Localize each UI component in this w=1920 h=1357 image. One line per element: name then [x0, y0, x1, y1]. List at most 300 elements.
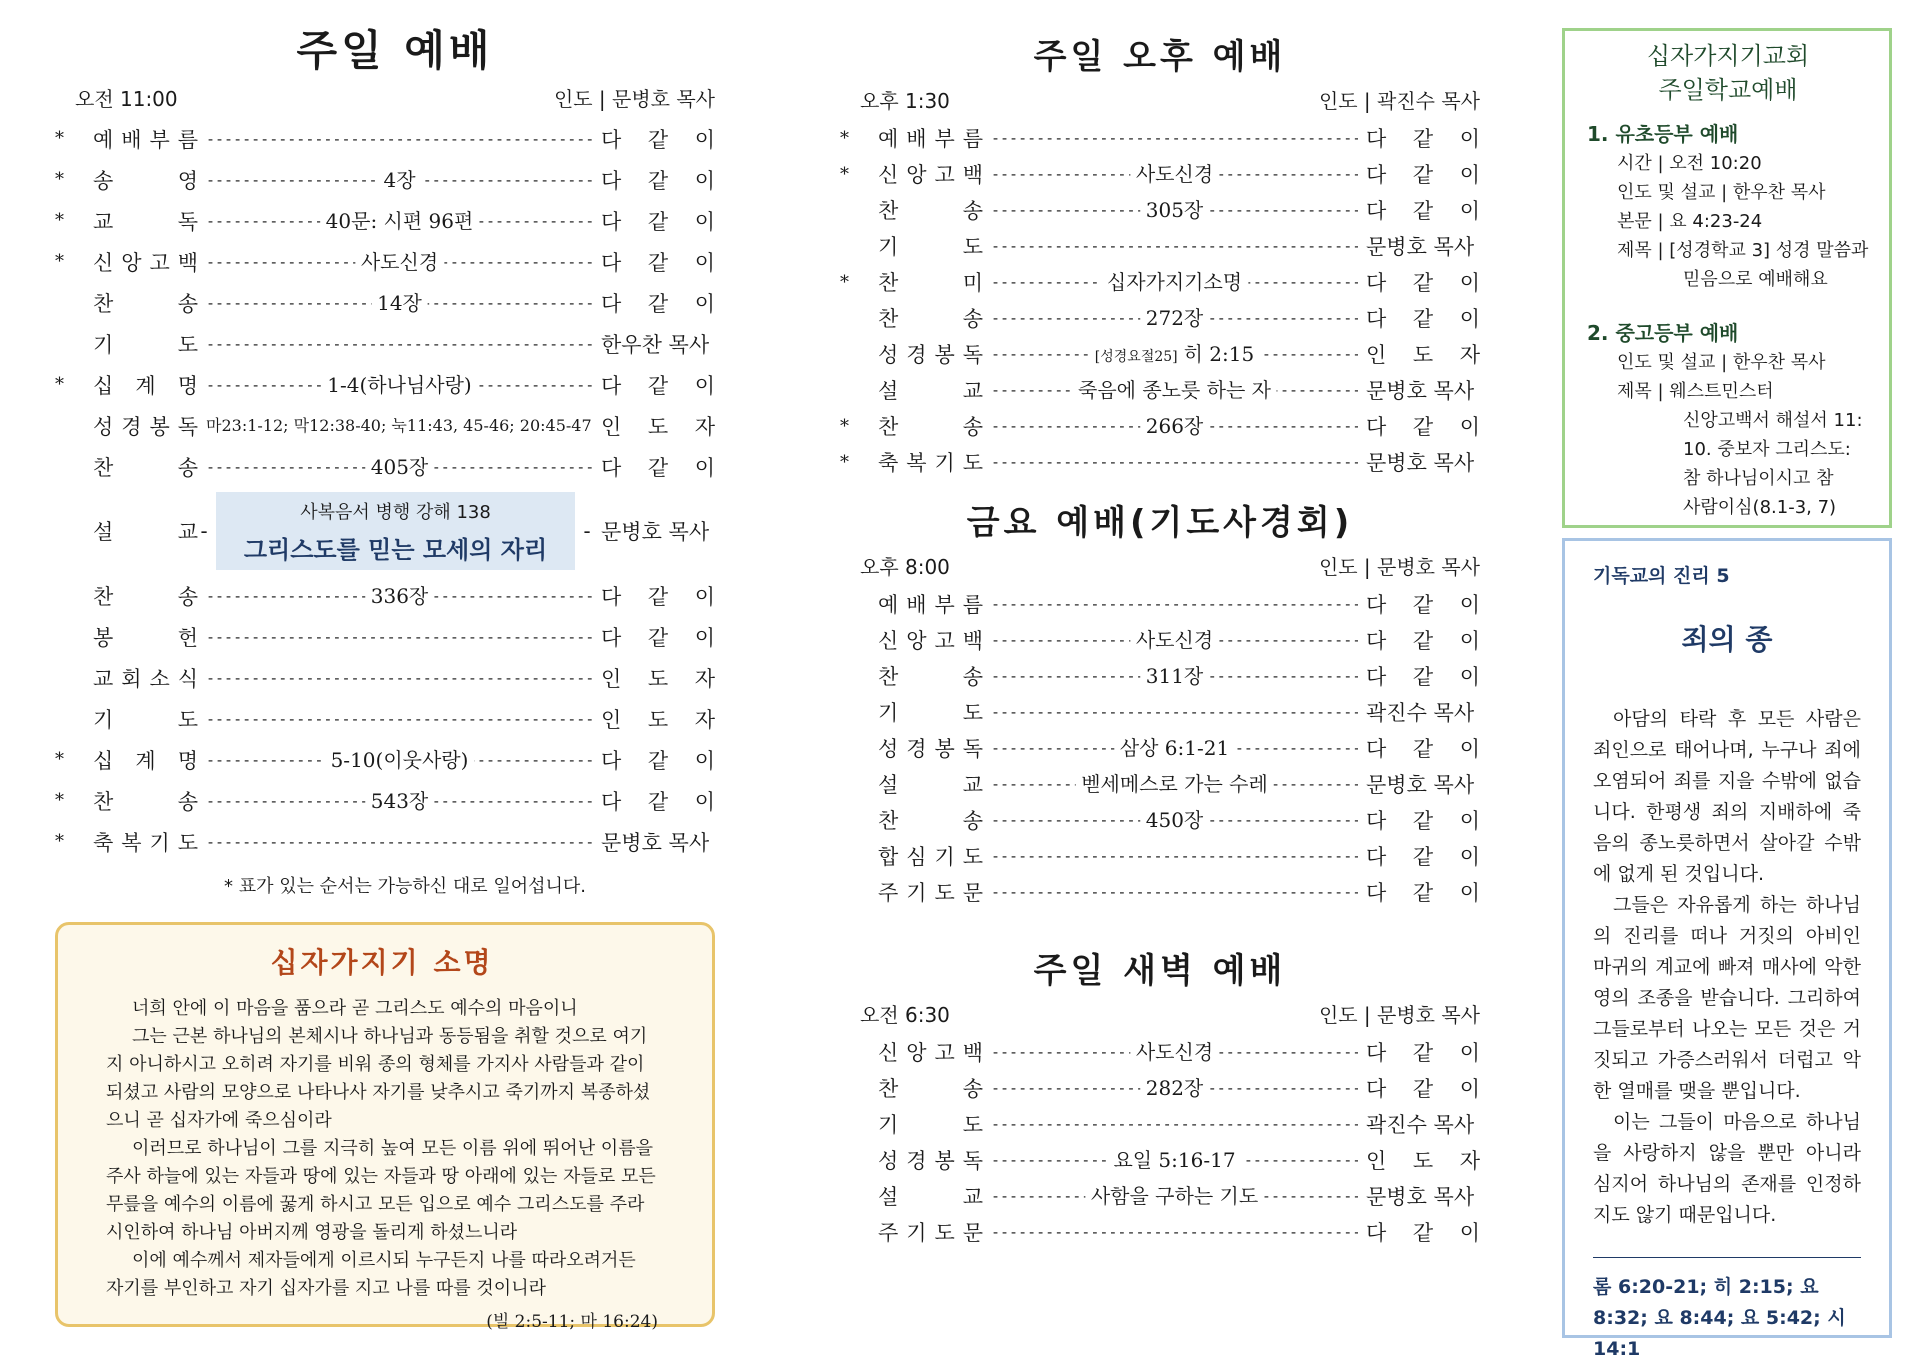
sermon-series: 사복음서 병행 강해 138: [300, 501, 491, 523]
order-content: [991, 1074, 1358, 1102]
order-label-char: 송: [177, 455, 198, 480]
order-label-char: 주: [878, 1221, 899, 1245]
order-label-char: 고: [934, 629, 955, 653]
mission-reference: (빌 2:5-11; 마 16:24): [486, 1312, 658, 1332]
order-who-char: 다: [601, 625, 622, 650]
order-who-char: 도: [647, 666, 669, 691]
order-label: [878, 1145, 983, 1175]
friday-service-title: 금요 예배(기도사경회): [966, 503, 1354, 543]
school-line: 제목 | 웨스트민스터: [1617, 381, 1774, 402]
order-row: [55, 200, 715, 241]
order-who-char: 다: [1366, 845, 1387, 869]
order-row: [840, 1070, 1480, 1106]
order-row: [840, 658, 1480, 694]
order-label-char: 부: [934, 593, 955, 617]
order-label: [93, 247, 198, 277]
order-who: [1366, 625, 1480, 655]
order-who-char: 같: [1412, 593, 1434, 617]
order-row: [840, 838, 1480, 874]
order-who: 문병호 목사: [601, 520, 710, 544]
order-row: [840, 802, 1480, 838]
order-who-char: 이: [694, 584, 715, 609]
order-who-char: 같: [1412, 415, 1434, 439]
order-label: [93, 745, 198, 775]
order-who-char: 다: [601, 455, 622, 480]
order-content-text: ----- 40문: 시편 96편: [320, 207, 480, 235]
order-label-char: 심: [906, 845, 927, 869]
order-who: [1366, 661, 1480, 691]
order-who-char: 이: [694, 209, 715, 234]
truth-paragraph: 아담의 타락 후 모든 사람은 죄인으로 태어나며, 누구나 죄에 오염되어 죄를 지을 수밖에 없습니다. 한평생 죄의 지배하에 죽음의 종노릇하면서 살아갈 수밖에 없게 된 것입니다.: [1593, 708, 1861, 885]
order-label-char: 름: [177, 127, 198, 152]
mission-paragraph: 그는 근본 하나님의 본체시나 하나님과 동등됨을 취할 것으로 여기지 아니하시고 오히려 자기를 비워 종의 형체를 가지사 사람들과 같이 되셨고 사람의 모양으로 나타나사 자기를 낮추시고 죽기까지 복종하셨으니 곧 십자가에 죽으심이라: [106, 1026, 651, 1131]
order-label-char: 름: [962, 593, 983, 617]
order-content: [206, 664, 593, 692]
order-who-char: 다: [1366, 809, 1387, 833]
order-label-char: 교: [177, 520, 198, 544]
afternoon-service-title: 주일 오후 예배: [1033, 37, 1287, 77]
order-row: [55, 118, 715, 159]
order-who-char: 이: [694, 748, 715, 773]
mission-title: 십자가지기 소명: [270, 946, 494, 979]
standing-mark: *: [55, 749, 64, 770]
order-label: [93, 206, 198, 236]
order-content-text: ----- 5-10(이웃사랑): [325, 746, 475, 774]
order-who-char: 같: [1412, 809, 1434, 833]
order-label-char: 성: [878, 737, 899, 761]
order-label-char: 도: [962, 1113, 983, 1137]
order-who-char: 이: [1459, 593, 1480, 617]
order-content-text: ----- 305장: [1140, 196, 1210, 224]
order-label-char: 기: [906, 1221, 927, 1245]
school-group-heading: 2. 중고등부 예배: [1587, 321, 1739, 345]
order-content: [206, 453, 593, 481]
order-label-char: 부: [934, 127, 955, 151]
order-content: [991, 268, 1358, 296]
order-who: [1366, 805, 1480, 835]
order-who-char: 다: [1366, 665, 1387, 689]
order-label-char: 예: [878, 593, 899, 617]
order-label-char: 찬: [878, 271, 899, 295]
order-who: [601, 165, 715, 195]
order-who: [601, 663, 715, 693]
order-label-char: 신: [878, 629, 899, 653]
order-row: [55, 780, 715, 821]
order-who-char: 이: [694, 455, 715, 480]
school-line: 믿음으로 예배해요: [1683, 269, 1828, 290]
order-label-char: 고: [934, 1041, 955, 1065]
order-who: [601, 370, 715, 400]
service-time: 오후 8:00: [860, 555, 950, 579]
order-list: [55, 118, 715, 487]
order-who-char: 인: [601, 666, 622, 691]
order-who-char: 같: [1412, 271, 1434, 295]
order-label-char: 독: [962, 1149, 983, 1173]
order-who: [601, 786, 715, 816]
order-content-text: ----- 사도신경: [1130, 160, 1219, 188]
order-label-char: 계: [135, 373, 156, 398]
standing-mark: *: [55, 169, 64, 190]
order-who-char: 도: [647, 707, 669, 732]
order-who: 곽진수 목사: [1366, 1113, 1475, 1137]
order-content-text: ----- 4장: [377, 166, 421, 194]
order-who-char: 다: [1366, 1041, 1387, 1065]
service-leader: 인도 | 문병호 목사: [1318, 1003, 1480, 1027]
order-label-char: 소: [149, 666, 170, 691]
order-label-char: 교: [93, 666, 114, 691]
order-label-char: 예: [93, 127, 114, 152]
order-row: [840, 1106, 1480, 1142]
order-label-char: 송: [962, 415, 983, 439]
standing-mark: *: [55, 374, 64, 395]
order-who: [601, 124, 715, 154]
order-label: [878, 447, 983, 477]
sunday-column: [55, 0, 715, 898]
order-label-char: 기: [93, 332, 114, 357]
order-row: [55, 657, 715, 698]
standing-mark: *: [55, 251, 64, 272]
order-who: 문병호 목사: [1366, 235, 1475, 259]
order-label-char: 송: [962, 1077, 983, 1101]
order-who: 문병호 목사: [1366, 451, 1475, 475]
order-list: [840, 586, 1480, 910]
order-who-char: 이: [1459, 127, 1480, 151]
order-who-char: 도: [647, 414, 669, 439]
order-label-char: 설: [878, 379, 899, 403]
standing-mark: *: [55, 831, 64, 852]
order-label-char: 도: [962, 701, 983, 725]
order-label: [93, 786, 198, 816]
order-who: [601, 745, 715, 775]
order-label: [93, 704, 198, 734]
order-who-char: 이: [1459, 415, 1480, 439]
order-label-char: 경: [121, 414, 142, 439]
order-label-char: 복: [906, 451, 927, 475]
order-label-char: 복: [121, 830, 142, 855]
order-who-char: 인: [1366, 1149, 1387, 1173]
order-who: 문병호 목사: [1366, 1185, 1475, 1209]
standing-mark: *: [840, 451, 849, 473]
order-content: [991, 124, 1358, 152]
order-row: [55, 159, 715, 200]
order-label: [878, 1217, 983, 1247]
order-who-char: 다: [1366, 629, 1387, 653]
dawn-service: [840, 946, 1480, 1250]
order-row: [55, 282, 715, 323]
order-label: [878, 769, 983, 799]
order-label-char: 명: [177, 748, 198, 773]
order-who-char: 도: [1412, 343, 1434, 367]
order-content: [991, 734, 1358, 762]
order-who: [601, 247, 715, 277]
order-content-text: ----- 1-4(하나님사랑): [321, 371, 477, 399]
order-row: [840, 444, 1480, 480]
order-content: [991, 1146, 1358, 1174]
order-label-char: 백: [962, 1041, 983, 1065]
order-who-char: 자: [694, 666, 715, 691]
order-list: [840, 120, 1480, 480]
order-row: [840, 694, 1480, 730]
order-label-char: 축: [878, 451, 899, 475]
order-label: [878, 697, 983, 727]
order-who-char: 이: [1459, 163, 1480, 187]
order-who: [1366, 1073, 1480, 1103]
order-who-char: 다: [1366, 1221, 1387, 1245]
order-label-char: 예: [878, 127, 899, 151]
order-content: [991, 662, 1358, 690]
order-who-char: 이: [1459, 271, 1480, 295]
order-label-char: 도: [962, 235, 983, 259]
order-content-text: ----- 벧세메스로 가는 수레: [1075, 770, 1274, 798]
order-who-char: 같: [1412, 1221, 1434, 1245]
order-who-char: 다: [601, 373, 622, 398]
order-who: [1366, 841, 1480, 871]
order-content-text: ----- 죽음에 종노릇 하는 자: [1072, 376, 1277, 404]
dawn-service-header: [840, 996, 1480, 1034]
order-label-char: 신: [878, 1041, 899, 1065]
order-label-char: 봉: [934, 1149, 955, 1173]
order-label: [93, 663, 198, 693]
truth-title: 죄의 종: [1681, 623, 1773, 656]
order-who: [1366, 1217, 1480, 1247]
order-label-char: 도: [962, 845, 983, 869]
school-line: 본문 | 요 4:23-24: [1617, 211, 1763, 232]
order-who: [601, 411, 715, 441]
order-who-char: 이: [1459, 1221, 1480, 1245]
order-label-char: 설: [93, 520, 114, 544]
order-who-char: 다: [601, 291, 622, 316]
order-row: [840, 730, 1480, 766]
order-who-char: 이: [694, 291, 715, 316]
order-label-char: 봉: [93, 625, 114, 650]
order-who-char: 같: [1412, 845, 1434, 869]
order-who-char: 같: [1412, 629, 1434, 653]
other-services-column: [840, 0, 1480, 1250]
friday-service-header: [840, 548, 1480, 586]
order-who-char: 같: [1412, 881, 1434, 905]
order-who: [1366, 159, 1480, 189]
order-label-char: 도: [962, 451, 983, 475]
order-who-char: 같: [647, 209, 669, 234]
service-time: 오전 11:00: [75, 87, 178, 111]
school-line: 인도 및 설교 | 한우찬 목사: [1617, 352, 1826, 373]
order-label: [878, 411, 983, 441]
order-who-char: 다: [601, 789, 622, 814]
order-content: [991, 196, 1358, 224]
standing-note: * 표가 있는 순서는 가능하신 대로 일어섭니다.: [223, 876, 587, 897]
order-label-char: 송: [177, 291, 198, 316]
service-leader: 인도 | 문병호 목사: [1318, 555, 1480, 579]
sunday-service-header: [55, 80, 715, 118]
order-content-text: ----- 14장: [371, 289, 428, 317]
order-who-char: 이: [694, 789, 715, 814]
order-content-text: ----- 십자가지기소명: [1101, 268, 1248, 296]
order-label-char: 경: [906, 737, 927, 761]
order-label-char: 교: [962, 379, 983, 403]
order-label-char: 기: [934, 845, 955, 869]
order-label-char: 교: [962, 773, 983, 797]
order-who-char: 인: [601, 707, 622, 732]
order-row: [55, 364, 715, 405]
order-label-char: 설: [878, 773, 899, 797]
dawn-service-title: 주일 새벽 예배: [1033, 951, 1287, 991]
order-row: [840, 264, 1480, 300]
order-who-char: 도: [1412, 1149, 1434, 1173]
order-who-char: 다: [601, 168, 622, 193]
order-content-text: ----- 사함을 구하는 기도: [1085, 1182, 1264, 1210]
school-line: 시간 | 오전 10:20: [1617, 153, 1762, 174]
order-row: [55, 575, 715, 616]
order-label-char: 백: [962, 163, 983, 187]
order-row: [840, 228, 1480, 264]
order-who-char: 같: [1412, 1041, 1434, 1065]
order-label: [93, 581, 198, 611]
order-who-char: 같: [647, 291, 669, 316]
order-who: [601, 622, 715, 652]
order-who-char: 같: [647, 455, 669, 480]
order-content-text: ----- 요일 5:16-17: [1107, 1146, 1241, 1174]
order-label: [878, 589, 983, 619]
order-label-char: 앙: [906, 163, 927, 187]
order-content-text: 마23:1-12; 막12:38-40; 눅11:43, 45-46; 20:45-47: [206, 412, 593, 440]
order-who-char: 같: [647, 168, 669, 193]
order-who-char: 다: [1366, 163, 1387, 187]
service-time: 오전 6:30: [860, 1003, 950, 1027]
mission-box: [55, 922, 715, 1332]
order-label: [878, 375, 983, 405]
order-row: [840, 408, 1480, 444]
order-label-char: 주: [878, 881, 899, 905]
order-who-char: 같: [1412, 163, 1434, 187]
order-label-char: 독: [177, 209, 198, 234]
order-content-text: ----- 405장: [365, 453, 435, 481]
order-label-char: 찬: [878, 665, 899, 689]
order-label-char: 찬: [93, 789, 114, 814]
order-label-char: 름: [962, 127, 983, 151]
order-label-char: 배: [906, 593, 927, 617]
order-content: [991, 160, 1358, 188]
order-content: [991, 1110, 1358, 1138]
order-label-char: 도: [177, 332, 198, 357]
standing-mark: *: [840, 163, 849, 185]
order-label: [878, 159, 983, 189]
order-who-char: 이: [694, 373, 715, 398]
order-label-char: 기: [93, 707, 114, 732]
order-label: [93, 827, 198, 857]
order-row: [840, 586, 1480, 622]
service-leader: 인도 | 문병호 목사: [553, 87, 715, 111]
order-label-char: 찬: [93, 455, 114, 480]
order-label: [878, 303, 983, 333]
order-label-char: 송: [962, 307, 983, 331]
order-who-char: 자: [1459, 1149, 1480, 1173]
order-label-char: 기: [906, 881, 927, 905]
school-line: 신앙고백서 해설서 11:: [1683, 410, 1863, 431]
standing-mark: *: [840, 415, 849, 437]
order-content-text: ----- 311장: [1140, 662, 1210, 690]
order-who: [601, 206, 715, 236]
order-row: [55, 446, 715, 487]
order-who-char: 같: [1412, 307, 1434, 331]
order-label-char: 송: [962, 665, 983, 689]
order-who-char: 자: [694, 707, 715, 732]
order-who-char: 이: [694, 625, 715, 650]
order-content: [206, 623, 593, 651]
order-label: [878, 231, 983, 261]
order-label-char: 백: [177, 250, 198, 275]
order-label-char: 경: [906, 1149, 927, 1173]
order-label: [93, 622, 198, 652]
order-who-char: 이: [694, 127, 715, 152]
order-row: [840, 192, 1480, 228]
order-label-char: 신: [878, 163, 899, 187]
order-who-char: 이: [694, 250, 715, 275]
order-row: [840, 336, 1480, 372]
order-who-char: 다: [1366, 415, 1387, 439]
order-label-char: 성: [93, 414, 114, 439]
divider: [1593, 1257, 1861, 1258]
order-label: [93, 124, 198, 154]
order-who: 문병호 목사: [1366, 773, 1475, 797]
order-who: [601, 581, 715, 611]
order-who: [1366, 267, 1480, 297]
order-label-char: 문: [962, 1221, 983, 1245]
order-content-text: ----- 사도신경: [1130, 1038, 1219, 1066]
order-label: [878, 625, 983, 655]
sermon-title: 그리스도를 믿는 모세의 자리: [243, 535, 548, 564]
order-list: [840, 1034, 1480, 1250]
order-who-char: 같: [647, 584, 669, 609]
order-row: [840, 120, 1480, 156]
order-label-char: 회: [121, 666, 142, 691]
order-row: [840, 372, 1480, 408]
service-leader: 인도 | 곽진수 목사: [1318, 89, 1480, 113]
order-label-char: 백: [962, 629, 983, 653]
order-label-char: 기: [149, 830, 170, 855]
order-label: [878, 195, 983, 225]
truth-paragraph: 그들은 자유롭게 하는 하나님의 진리를 떠나 거짓의 아비인 마귀의 계교에 빠져 매사에 악한 영의 조종을 받습니다. 그리하여 그들로부터 나오는 모든 것은 거짓되고 가증스러워서 더럽고 악한 열매를 맺을 뿐입니다.: [1593, 894, 1861, 1102]
order-content: [991, 842, 1358, 870]
order-label: [878, 877, 983, 907]
order-content-text: ----- 336장: [365, 582, 435, 610]
verse-series-tag: [성경요절25]: [1095, 349, 1184, 365]
order-who-char: 인: [601, 414, 622, 439]
order-row: [55, 405, 715, 446]
order-who: 곽진수 목사: [1366, 701, 1475, 725]
order-content: [206, 125, 593, 153]
order-content: [206, 371, 593, 399]
order-label-char: 봉: [934, 343, 955, 367]
order-list-2: [55, 575, 715, 862]
order-content: [991, 806, 1358, 834]
order-label-char: 명: [177, 373, 198, 398]
order-content-text: ----- 282장: [1140, 1074, 1210, 1102]
order-label: [93, 329, 198, 359]
order-label-char: 도: [177, 830, 198, 855]
order-content: [991, 448, 1358, 476]
order-who-char: 다: [601, 748, 622, 773]
order-label: [878, 1037, 983, 1067]
mission-paragraph: 너희 안에 이 마음을 품으라 곧 그리스도 예수의 마음이니: [132, 998, 578, 1019]
order-content: [991, 232, 1358, 260]
order-who-char: 같: [647, 789, 669, 814]
order-who-char: 같: [647, 250, 669, 275]
school-line: 10. 중보자 그리스도:: [1683, 439, 1851, 460]
order-content: [206, 787, 593, 815]
order-label-char: 찬: [878, 199, 899, 223]
order-who-char: 이: [1459, 881, 1480, 905]
standing-mark: *: [840, 127, 849, 149]
